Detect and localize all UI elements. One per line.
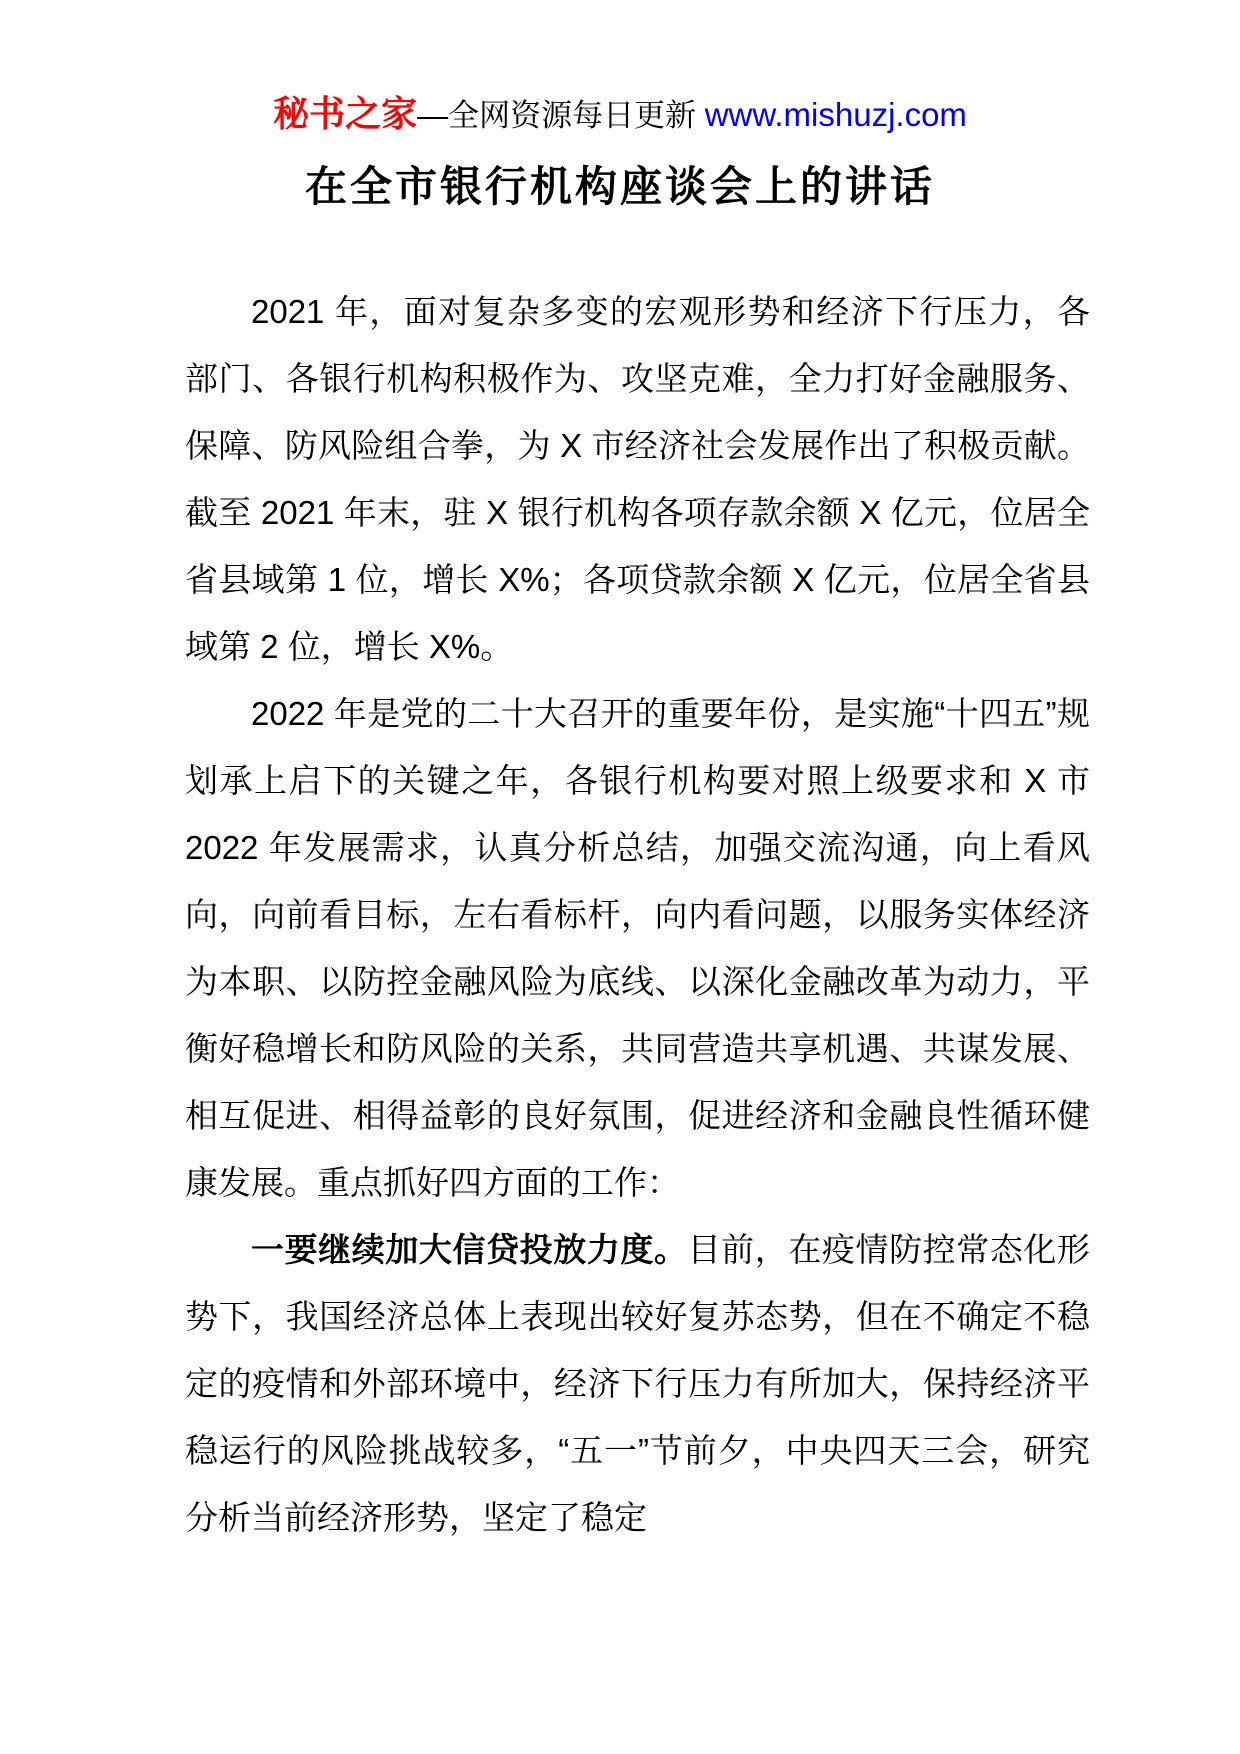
- header-dash: —: [417, 98, 449, 133]
- site-header: [0, 0, 1240, 138]
- site-brand-text: 秘书之家: [273, 93, 418, 134]
- document-body: [185, 278, 1090, 1551]
- site-url-link[interactable]: www.mishuzj.com: [704, 96, 967, 133]
- paragraph-3: 一要继续加大信贷投放力度。目前，在疫情防控常态化形势下，我国经济总体上表现出较好复苏态势，但在不确定不稳定的疫情和外部环境中，经济下行压力有所加大，保持经济平稳运行的风险挑战较多，“五一”节前夕，中央四天三会，研究分析当前经济形势，坚定了稳定: [185, 1231, 1091, 1536]
- paragraph-3-bold-lead: 一要继续加大信贷投放力度。: [251, 1231, 688, 1268]
- site-tagline: 全网资源每日更新: [448, 98, 705, 133]
- document-title: 在全市银行机构座谈会上的讲话: [304, 163, 935, 210]
- paragraph-2: 2022 年是党的二十大召开的重要年份，是实施“十四五”规划承上启下的关键之年，各银行机构要对照上级要求和 X 市 2022 年发展需求，认真分析总结，加强交流沟通，向上看风向，向前看目标，左右看标杆，向内看问题，以服务实体经济为本职、以防控金融风险为底线、以深化金融改革为动力，平衡好稳增长和防风险的关系，共同营造共享机遇、共谋发展、相互促进、相得益彰的良好氛围，促进经济和金融良性循环健康发展。重点抓好四方面的工作：: [185, 695, 1090, 1201]
- paragraph-1: 2021 年，面对复杂多变的宏观形势和经济下行压力，各部门、各银行机构积极作为、攻坚克难，全力打好金融服务、保障、防风险组合拳，为 X 市经济社会发展作出了积极贡献。截至 2021 年末，驻 X 银行机构各项存款余额 X 亿元，位居全省县域第 1 位，增长 X%；各项贷款余额 X 亿元，位居全省县域第 2 位，增长 X%。: [185, 293, 1090, 665]
